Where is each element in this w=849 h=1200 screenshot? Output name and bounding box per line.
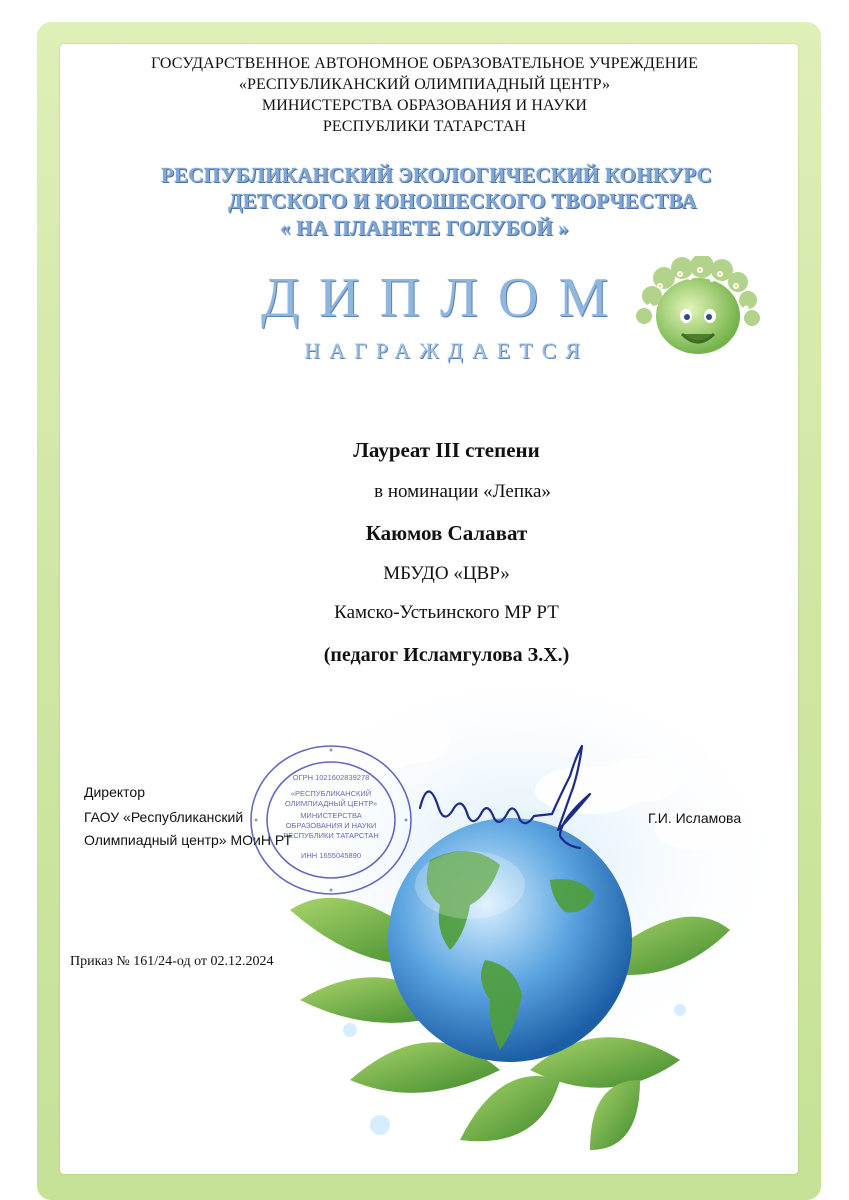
header-line-3: МИНИСТЕРСТВА ОБРАЗОВАНИЯ И НАУКИ <box>261 97 588 114</box>
awardee-name: Каюмов Салават <box>365 521 528 545</box>
awardee-region: Камско-Устьинского МР РТ <box>334 602 559 623</box>
contest-title-2: ДЕТСКОГО И ЮНОШЕСКОГО ТВОРЧЕСТВА <box>228 189 697 213</box>
awardee-organization: МБУДО «ЦВР» <box>383 563 510 584</box>
stamp-center-4: ОБРАЗОВАНИЯ И НАУКИ <box>285 821 377 830</box>
stamp-center-3: МИНИСТЕРСТВА <box>300 811 362 820</box>
teacher-name: (педагог Исламгулова З.Х.) <box>323 644 570 666</box>
stamp-center-1: «РЕСПУБЛИКАНСКИЙ <box>290 789 372 798</box>
stamp-center-2: ОЛИМПИАДНЫЙ ЦЕНТР» <box>284 799 378 808</box>
stamp-center-5: РЕСПУБЛИКИ ТАТАРСТАН <box>283 831 379 840</box>
diploma-subtitle: НАГРАЖДАЕТСЯ <box>304 338 589 363</box>
official-stamp <box>246 742 416 898</box>
award-degree: Лауреат III степени <box>353 438 540 462</box>
header-line-2: «РЕСПУБЛИКАНСКИЙ ОЛИМПИАДНЫЙ ЦЕНТР» <box>238 76 611 93</box>
director-org-line-1: ГАОУ «Республиканский <box>84 809 244 825</box>
order-number: Приказ № 161/24-од от 02.12.2024 <box>70 954 274 969</box>
stamp-ogrn: ОГРН 1021602839278 <box>292 773 370 782</box>
header-line-4: РЕСПУБЛИКИ ТАТАРСТАН <box>322 118 527 135</box>
director-org-line-2: Олимпиадный центр» МОиН РТ <box>84 832 293 848</box>
header-line-1: ГОСУДАРСТВЕННОЕ АВТОНОМНОЕ ОБРАЗОВАТЕЛЬНОЕ УЧРЕЖДЕНИЕ <box>150 55 698 72</box>
award-nomination: в номинации «Лепка» <box>374 481 551 502</box>
director-name: Г.И. Исламова <box>648 810 742 826</box>
contest-title-3: « НА ПЛАНЕТЕ ГОЛУБОЙ » <box>280 216 569 240</box>
director-signature <box>410 736 620 856</box>
contest-title-1: РЕСПУБЛИКАНСКИЙ ЭКОЛОГИЧЕСКИЙ КОНКУРС <box>160 163 712 187</box>
director-title: Директор <box>84 784 145 800</box>
diploma-title: ДИПЛОМ <box>260 267 629 329</box>
flower-face-illustration <box>630 256 766 366</box>
stamp-inn: ИНН 1655045890 <box>300 851 362 860</box>
